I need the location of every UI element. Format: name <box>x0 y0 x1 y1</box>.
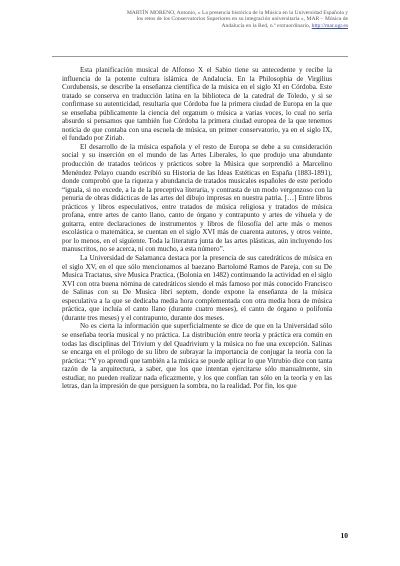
running-header <box>52 10 348 29</box>
header-line-2: los retos de los Conservatorios Superiores en su integración universitaria », MAR – Música de <box>136 16 348 23</box>
header-line-1: MARTÍN MORENO, Antonio, « La presencia histórica de la Música en la Universidad Española y <box>126 10 348 16</box>
paragraph-1: Esta planificación musical de Alfonso X el Sabio tiene su antecedente y recibe la influencia de la potente cultura islámica de Andalucía. En la Philosophia de Virgilius Cordubensis, se describe la enseñanza científica de la música en el siglo XI en Córdoba. Este tratado se conserva en traducción latina en la biblioteca de la catedral de Toledo, y si se confirmase su autenticidad, resultaría que Córdoba fue la primera ciudad de Europa en la que se enseñaba públicamente la ciencia del organum o música a varias voces, lo cual no sería absurdo si pensamos que también fue Córdoba la primera ciudad europea de la que tenemos noticia de que contaba con una escuela de música, un primer conservatorio, ya en el siglo IX, el fundado por Ziriab. <box>62 66 332 143</box>
paragraph-3: La Universidad de Salamanca destaca por la presencia de sus catedráticos de música en el siglo XV, en el que sólo mencionamos al baezano Bartolomé Ramos de Pareja, con su De Musica Tractatus, sive Musica Practica, (Bolonia en 1482) continuando la actividad en el siglo XVI con otra buena nómina de catedráticos siendo el más famoso por más conocido Francisco de Salinas con su De Musica libri septem, donde expone la enseñanza de la música especulativa a la que se dedicaba media hora complementada con otra media hora de música práctica, que incluía el canto llano (durante cuatro meses), el canto de órgano o polifonía (durante tres meses) y el contrapunto, durante dos meses. <box>62 254 332 322</box>
header-divider <box>52 56 348 57</box>
paragraph-4: No es cierta la información que superficialmente se dice de que en la Universidad sólo se enseñaba teoría musical y no práctica. La distribución entre teoría y práctica era común en todas las disciplinas del Trivium y del Quadrivium y la música no fue una excepción. Salinas se encarga en el prólogo de su libro de subrayar la importancia de conjugar la teoría con la práctica: “Y yo aprendí que también a la música se puede aplicar lo que Vitrubio dice con tanta razón de la arquitectura, a saber, que los que intentan ejercitarse sólo manualmente, sin estudiar, no pueden realizar nada eficazmente, y los que confían tan sólo en la teoría y en las letras, dan la impresión de que persiguen la sombra, no la realidad. Por fin, los que <box>62 322 332 391</box>
page-number: 10 <box>340 531 348 540</box>
header-link[interactable]: http://mar.ugr.es <box>311 22 348 29</box>
article-body <box>62 66 332 506</box>
header-line-3-text: Andalucía en la Red, n.º extraordinario, <box>221 22 312 29</box>
header-line-3 <box>52 23 348 29</box>
paragraph-2: El desarrollo de la música española y el resto de Europa se debe a su consideración social y su inserción en el mundo de las Artes Liberales, lo que produjo una abundante producción de tratados teóricos y prácticos sobre la Música que sorprendió a Marcelino Menéndez Pelayo cuando escribió su Historia de las Ideas Estéticas en España (1883-1891), donde comprobó que la riqueza y abundancia de tratados musicales españoles de este periodo “iguala, si no excede, a la de la preceptiva literaria, y contrasta de un modo vergonzoso con la penuria de obras didácticas de las artes del dibujo impresas en nuestra patria. […] Entre libros prácticos y libros especulativos, entre tratados de música religiosa y tratados de música profana, entre artes de canto llano, canto de órgano y contrapunto y artes de vihuela y de guitarra, entre declaraciones de instrumentos y libros de filosofía del arte más o menos escolástica o matemática, se cuentan en el siglo XVI más de cuarenta autores, y otros veinte, por lo menos, en el siguiente. Toda la literatura junta de las artes plásticas, aún incluyendo los manuscritos, no se acerca, ni con mucho, a esta número”. <box>62 142 332 254</box>
